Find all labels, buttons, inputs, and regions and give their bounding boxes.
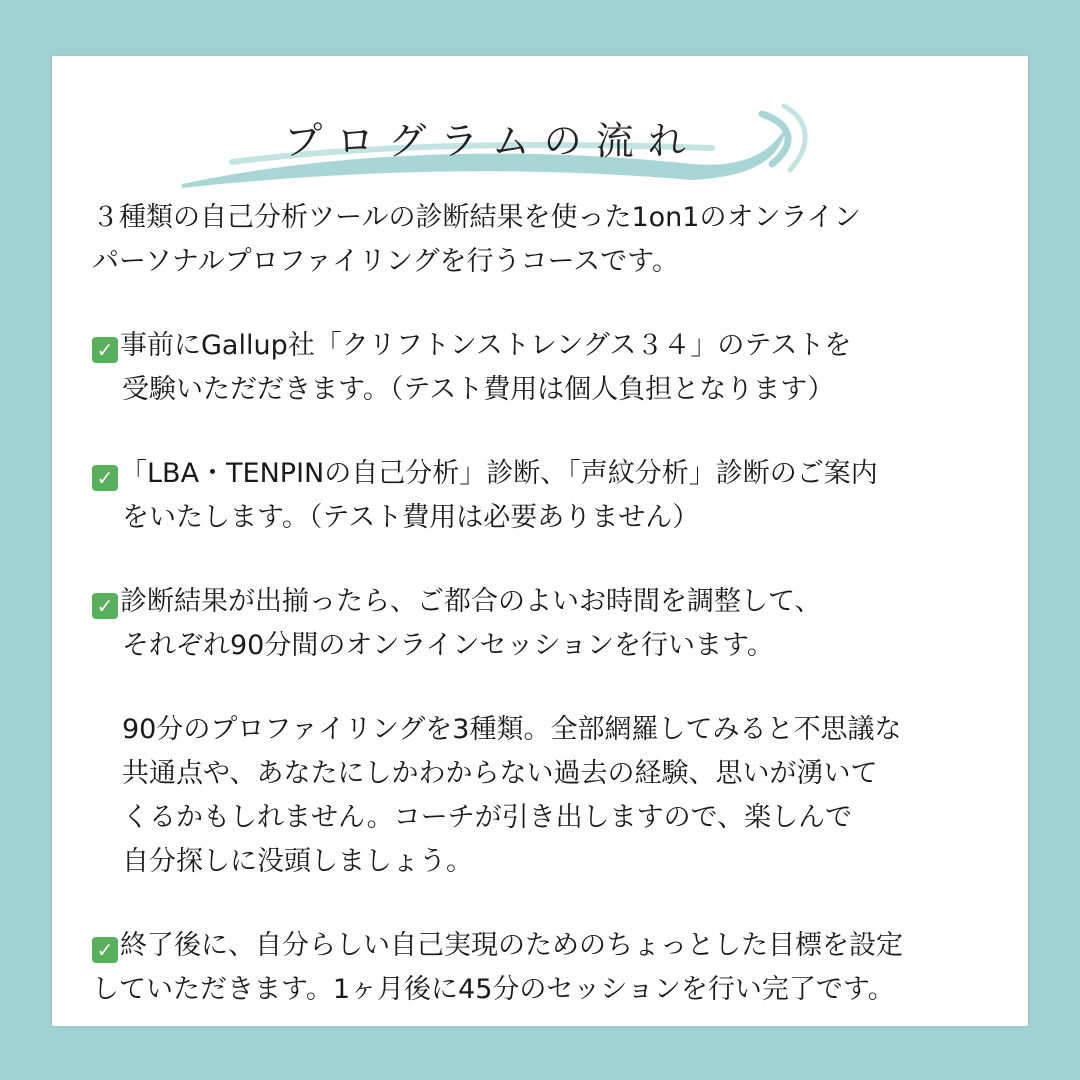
check-mark-icon: ✓ [92,465,118,491]
step-text: 「LBA・TENPINの自己分析」診断、「声紋分析」診断のご案内 [120,458,878,489]
program-description [92,196,1012,1012]
step-text: 事前にGallup社「クリフトンストレングス３４」のテストを [120,330,852,361]
step-item-1 [92,324,1012,412]
intro-line: パーソナルプロファイリングを行うコースです。 [92,246,679,277]
content-card [52,56,1028,1026]
heading-area [172,84,812,194]
page-title: プログラムの流れ [284,119,700,163]
step-detail-text: くるかもしれません。コーチが引き出しますので、楽しんで [122,802,853,833]
step-text: 受験いただだきます。（テスト費用は個人負担となります） [122,374,835,405]
step-item-2 [92,452,1012,540]
step-detail-text: 自分探しに没頭しましょう。 [122,846,473,877]
step-detail-text: 共通点や、あなたにしかわからない過去の経験、思いが湧いて [122,758,878,789]
step-text: それぞれ90分間のオンラインセッションを行います。 [122,630,774,661]
step-text: していただきます。1ヶ月後に45分のセッションを行い完了です。 [92,974,895,1005]
step-item-4 [92,924,1012,1012]
check-mark-icon: ✓ [92,337,118,363]
step-text: をいたします。（テスト費用は必要ありません） [122,502,700,533]
step-text: 終了後に、自分らしい自己実現のためのちょっとした目標を設定 [120,930,903,961]
check-mark-icon: ✓ [92,593,118,619]
step-item-3 [92,580,1012,884]
intro-line: ３種類の自己分析ツールの診断結果を使った1on1のオンライン [92,202,861,233]
step-detail-text: 90分のプロファイリングを3種類。全部網羅してみると不思議な [122,714,902,745]
intro-paragraph [92,196,1012,284]
step-text: 診断結果が出揃ったら、ご都合のよいお時間を調整して、 [120,586,822,617]
check-mark-icon: ✓ [92,937,118,963]
